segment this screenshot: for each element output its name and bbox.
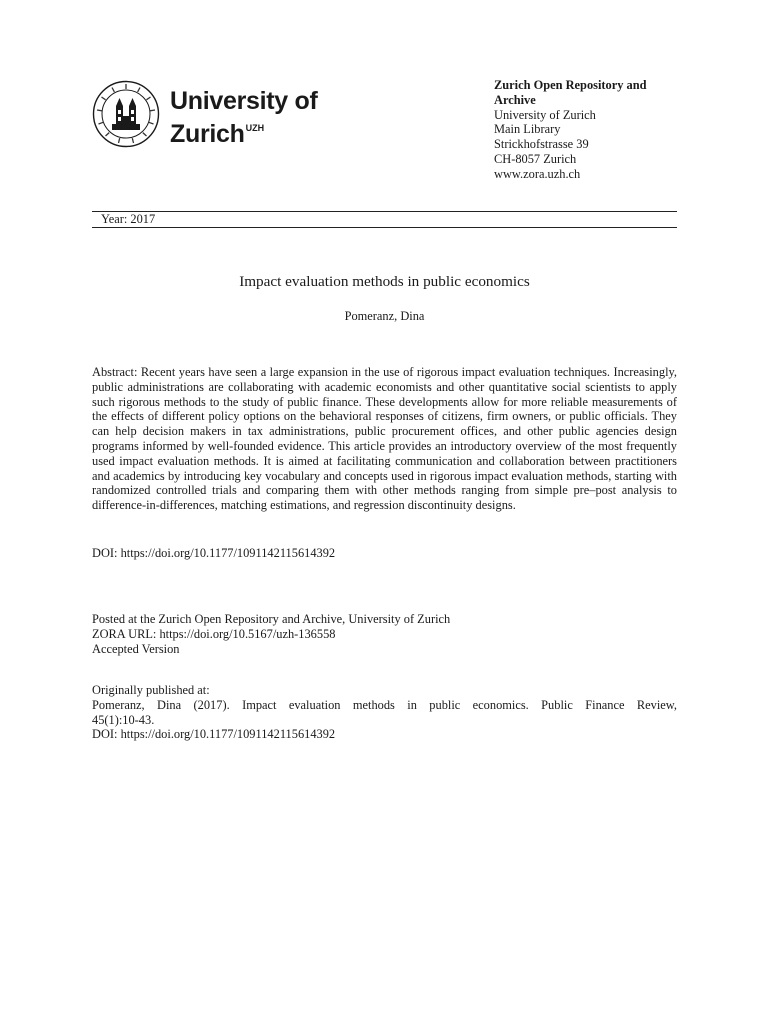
posted-info [92,612,677,656]
university-logo [92,80,322,160]
university-wordmark [170,88,318,148]
logo-line-2 [170,115,318,148]
zora-url-link[interactable]: ZORA URL: https://doi.org/10.5167/uzh-136558 [92,626,336,641]
address-line: University of Zurich [494,107,596,122]
repository-website-link[interactable]: www.zora.uzh.ch [494,166,581,181]
bottom-divider [92,227,677,228]
repository-title-line-2: Archive [494,92,536,107]
original-publication [92,683,677,742]
address-line: CH-8057 Zurich [494,151,577,166]
repository-address [494,78,694,182]
address-line: Main Library [494,122,561,137]
paper-title: Impact evaluation methods in public economics [239,273,530,290]
version-label: Accepted Version [92,641,180,656]
published-doi-link[interactable]: DOI: https://doi.org/10.1177/1091142115614392 [92,727,336,742]
top-divider [92,211,677,212]
logo-line-1: University of [170,87,318,115]
university-seal-icon [92,80,160,148]
citation-line-1: Pomeranz, Dina (2017). Impact evaluation methods in public economics. Public Finance Review, [92,697,677,712]
repository-title-line-1: Zurich Open Repository and [494,78,647,92]
abstract: Abstract: Recent years have seen a large expansion in the use of rigorous impact evaluation techniques. Increasingly, public administrations are collaborating with academic economists and other quantitative social scientists to apply such rigorous methods to the study of public finance. These developments allow for more reliable measurements of the effects of different policy options on the behavioral responses of citizens, firm owners, or public officials. They can help decision makers in tax administrations, public procurement offices, and other public agencies design programs informed by well-founded evidence. This article provides an introductory overview of the most frequently used impact evaluation methods. It is aimed at facilitating communication and collaboration between practitioners and academics by introducing key vocabulary and concepts used in rigorous impact evaluation methods, starting with randomized controlled trials and comparing them with other methods ranging from simple pre–post analysis to difference-in-differences, matching estimations, and regression discontinuity designs. [92,365,677,513]
logo-superscript: UZH [245,123,265,133]
published-heading: Originally published at: [92,683,210,697]
posted-line: Posted at the Zurich Open Repository and Archive, University of Zurich [92,612,451,626]
doi-link[interactable]: DOI: https://doi.org/10.1177/1091142115614392 [92,546,336,560]
logo-line-2-text: Zurich [170,120,245,148]
address-line: Strickhofstrasse 39 [494,137,589,152]
paper-author: Pomeranz, Dina [344,309,425,323]
publication-year: Year: 2017 [101,212,156,226]
citation-line-2: 45(1):10-43. [92,712,155,727]
